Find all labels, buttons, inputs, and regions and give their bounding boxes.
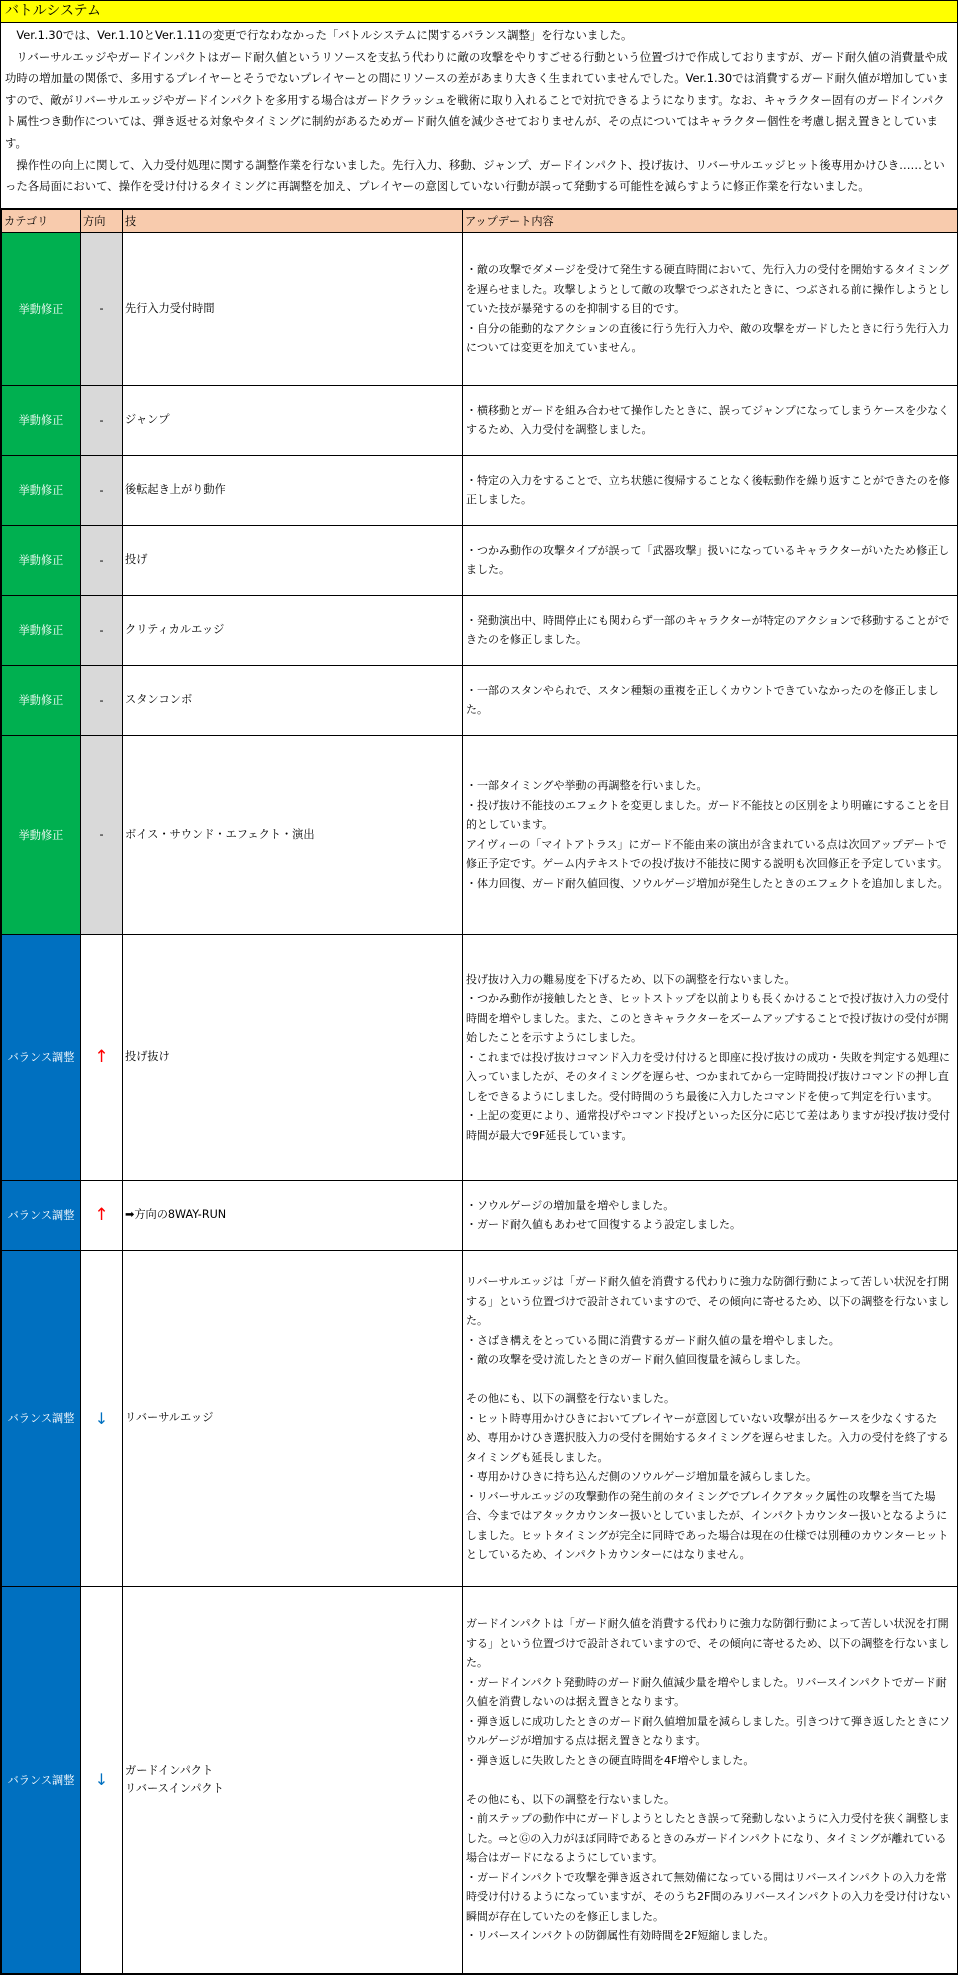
update-cell [463, 385, 958, 455]
update-line: ・敵の攻撃でダメージを受けて発生する硬直時間において、先行入力の受付を開始するタイミングを遅らせました。攻撃しようとして敵の攻撃でつぶされたときに、つぶされる前に操作しようとしていた技が暴発するのを抑制する目的です。 [466, 263, 950, 315]
update-cell [463, 934, 958, 1180]
category-cell: バランス調整 [2, 1180, 81, 1250]
technique-name: 投げ抜け [125, 1050, 170, 1064]
update-cell [463, 735, 958, 934]
table-row [2, 665, 958, 735]
update-line: ・ヒット時専用かけひきにおいてプレイヤーが意図していない攻撃が出るケースを少なくするため、専用かけひき選択肢入力の受付を開始するタイミングを遅らせました。入力の受付を終了するタイミングも延長しました。 [466, 1411, 949, 1464]
technique-name: スタンコンボ [125, 693, 193, 707]
technique-name: 投げ [125, 553, 148, 567]
update-cell [463, 665, 958, 735]
update-cell [463, 595, 958, 665]
update-line: ・つかみ動作が接触したとき、ヒットストップを以前よりも長くかけることで投げ抜け入力の受付時間を増やしました。また、このときキャラクターをズームアップすることで投げ抜けの受付が開始したことを示すようにしました。 [466, 992, 949, 1044]
header-update: アップデート内容 [463, 209, 958, 232]
table-row [2, 232, 958, 385]
update-line: ・一部のスタンやられで、スタン種類の重複を正しくカウントできていなかったのを修正しました。 [466, 683, 939, 717]
category-cell: 挙動修正 [2, 455, 81, 525]
technique-cell [123, 1250, 463, 1586]
table-row [2, 735, 958, 934]
section-title: バトルシステム [1, 1, 957, 23]
category-cell: 挙動修正 [2, 525, 81, 595]
category-cell: バランス調整 [2, 1250, 81, 1586]
technique-cell [123, 934, 463, 1180]
category-cell: 挙動修正 [2, 665, 81, 735]
direction-cell [81, 385, 123, 455]
technique-cell [123, 525, 463, 595]
technique-cell [123, 1586, 463, 1973]
update-line: ・さばき構えをとっている間に消費するガード耐久値の量を増やしました。 [466, 1333, 840, 1347]
header-category: カテゴリ [2, 209, 81, 232]
table-header-row [2, 209, 958, 232]
dash-mark: - [99, 413, 104, 427]
update-line: リバーサルエッジは「ガード耐久値を消費する代わりに強力な防御行動によって苦しい状況を打開する」という位置づけで設計されていますので、その傾向に寄せるため、以下の調整を行ないました。 [466, 1275, 950, 1327]
technique-name: 先行入力受付時間 [125, 301, 215, 315]
table-row [2, 1180, 958, 1250]
update-line: ・弾き返しに失敗したときの硬直時間を4F増やしました。 [466, 1753, 755, 1767]
arrow-down-icon: ↓ [94, 1408, 109, 1428]
update-line: 投げ抜け入力の難易度を下げるため、以下の調整を行ないました。 [466, 972, 796, 986]
dash-mark: - [99, 693, 104, 707]
update-line: ・リバーサルエッジの攻撃動作の発生前のタイミングでブレイクアタック属性の攻撃を当てた場合、今まではアタックカウンター扱いとしていましたが、インパクトカウンター扱いとなるようにしました。ヒットタイミングが完全に同時であった場合は現在の仕様では別種のカウンターヒットとしているため、インパクトカウンターにはなりません。 [466, 1489, 949, 1561]
technique-name: リバースインパクト [125, 1781, 224, 1795]
update-line: アイヴィーの「マイトアトラス」にガード不能由来の演出が含まれている点は次回アップデートで修正予定です。ゲーム内テキストでの投げ抜け不能技に関する説明も次回修正を予定しています。 [466, 837, 949, 871]
dash-mark: - [99, 302, 104, 316]
update-line: その他にも、以下の調整を行ないました。 [466, 1392, 675, 1405]
update-line: ・横移動とガードを組み合わせて操作したときに、誤ってジャンプになってしまうケースを少なくするため、入力受付を調整しました。 [466, 403, 950, 437]
direction-cell [81, 934, 123, 1180]
update-line: ・ガードインパクト発動時のガード耐久値減少量を増やしました。リバースインパクトでガード耐久値を消費しないのは据え置きとなります。 [466, 1675, 947, 1708]
update-line: ・特定の入力をすることで、立ち状態に復帰することなく後転動作を繰り返すことができたのを修正しました。 [466, 473, 950, 507]
update-line: その他にも、以下の調整を行ないました。 [466, 1792, 675, 1806]
dash-mark: - [99, 623, 104, 637]
direction-cell [81, 455, 123, 525]
update-cell [463, 1250, 958, 1586]
table-row [2, 1586, 958, 1973]
technique-cell [123, 1180, 463, 1250]
category-cell: 挙動修正 [2, 595, 81, 665]
intro-text [1, 23, 957, 209]
update-line: ・発動演出中、時間停止にも関わらず一部のキャラクターが特定のアクションで移動することができたのを修正しました。 [466, 613, 950, 647]
dash-mark: - [99, 483, 104, 497]
arrow-up-icon: ↑ [94, 1047, 109, 1068]
table-row [2, 525, 958, 595]
technique-cell [123, 665, 463, 735]
update-line: ・ガード耐久値もあわせて回復するよう設定しました。 [466, 1218, 741, 1232]
update-cell [463, 1586, 958, 1973]
table-row [2, 595, 958, 665]
arrow-down-icon: ↓ [94, 1770, 109, 1790]
direction-cell [81, 735, 123, 934]
category-cell: バランス調整 [2, 1586, 81, 1973]
intro-paragraph: Ver.1.30では、Ver.1.10とVer.1.11の変更で行なわなかった「バトルシステムに関するバランス調整」を行ないました。 [5, 28, 633, 42]
direction-cell [81, 1180, 123, 1250]
update-line: ・敵の攻撃を受け流したときのガード耐久値回復量を減らしました。 [466, 1353, 807, 1366]
update-line: ・これまでは投げ抜けコマンド入力を受け付けると即座に投げ抜けの成功・失敗を判定する処理に入っていましたが、そのタイミングを遅らせ、つかまれてから一定時間投げ抜けコマンドの押し直しをできるようにしました。受付時間のうち最後に入力したコマンドを使って判定を行います。 [466, 1050, 950, 1103]
update-cell [463, 455, 958, 525]
update-table [1, 209, 958, 1974]
update-line: ・上記の変更により、通常投げやコマンド投げといった区分に応じて差はありますが投げ抜け受付時間が最大で9F延長しています。 [466, 1109, 950, 1142]
table-row [2, 934, 958, 1180]
technique-name: リバーサルエッジ [125, 1411, 214, 1425]
technique-cell [123, 735, 463, 934]
table-row [2, 455, 958, 525]
table-body [2, 232, 958, 1973]
category-cell: 挙動修正 [2, 385, 81, 455]
update-line: ・リバースインパクトの防御属性有効時間を2F短縮しました。 [466, 1929, 775, 1942]
direction-cell [81, 1250, 123, 1586]
update-cell [463, 1180, 958, 1250]
technique-cell [123, 232, 463, 385]
technique-name: 後転起き上がり動作 [125, 483, 226, 497]
intro-paragraph: リバーサルエッジやガードインパクトはガード耐久値というリソースを支払う代わりに敵の攻撃をやりすごせる行動という位置づけで作成しておりますが、ガード耐久値の消費量や成功時の増加量の関係で、多用するプレイヤーとそうでないプレイヤーとの間にリソースの差があまり大きく生まれていませんでした。Ver.1.30では消費するガード耐久値が増加していますので、敵がリバーサルエッジやガードインパクトを多用する場合はガードクラッシュを戦術に取り入れることで対抗できるようになります。なお、キャラクター固有のガードインパクト属性つき動作については、弾き返せる対象やタイミングに制約があるためガード耐久値を減少させておりませんが、その点についてはキャラクター個性を考慮し据え置きとしています。 [5, 49, 949, 150]
direction-cell [81, 1586, 123, 1973]
category-cell: 挙動修正 [2, 735, 81, 934]
direction-cell [81, 595, 123, 665]
technique-cell [123, 455, 463, 525]
table-row [2, 385, 958, 455]
header-direction: 方向 [81, 209, 123, 232]
technique-name: ジャンプ [125, 413, 170, 427]
technique-name: ガードインパクト [125, 1763, 214, 1777]
update-line: ・投げ抜け不能技のエフェクトを変更しました。ガード不能技との区別をより明確にすることを目的としています。 [466, 798, 950, 832]
update-line [466, 1370, 954, 1390]
header-technique: 技 [123, 209, 463, 232]
technique-name: クリティカルエッジ [125, 623, 225, 637]
table-row [2, 1250, 958, 1586]
update-line: ・前ステップの動作中にガードしようとしたとき誤って発動しないように入力受付を狭く調整しました。⇨とⒼの入力がほぼ同時であるときのみガードインパクトになり、タイミングが離れている場合はガードになるようにしています。 [466, 1812, 950, 1864]
direction-cell [81, 525, 123, 595]
update-line: ・一部タイミングや挙動の再調整を行いました。 [466, 779, 708, 793]
category-cell: 挙動修正 [2, 232, 81, 385]
update-line: ・弾き返しに成功したときのガード耐久値増加量を減らしました。引きつけて弾き返したときにソウルゲージが増加する点は据え置きとなります。 [466, 1714, 950, 1747]
direction-cell [81, 665, 123, 735]
update-line: ・自分の能動的なアクションの直後に行う先行入力や、敵の攻撃をガードしたときに行う先行入力については変更を加えていません。 [466, 321, 950, 354]
arrow-up-icon: ↑ [94, 1205, 109, 1226]
dash-mark: - [99, 828, 104, 842]
update-line: ・体力回復、ガード耐久値回復、ソウルゲージ増加が発生したときのエフェクトを追加しました。 [466, 876, 949, 890]
update-cell [463, 232, 958, 385]
update-line: ・専用かけひきに持ち込んだ側のソウルゲージ増加量を減らしました。 [466, 1470, 818, 1483]
update-line [466, 1770, 954, 1790]
technique-cell [123, 595, 463, 665]
technique-name: ➡方向の8WAY-RUN [125, 1208, 227, 1222]
update-line: ・つかみ動作の攻撃タイプが誤って「武器攻撃」扱いになっているキャラクターがいたため修正しました。 [466, 543, 950, 577]
intro-paragraph: 操作性の向上に関して、入力受付処理に関する調整作業を行ないました。先行入力、移動、ジャンプ、ガードインパクト、投げ抜け、リバーサルエッジヒット後専用かけひき……といった各局面において、操作を受け付けるタイミングに再調整を加え、プレイヤーの意図していない行動が誤って発動する可能性を減らすように修正作業を行ないました。 [5, 157, 945, 194]
update-line: ・ガードインパクトで攻撃を弾き返されて無効備になっている間はリバースインパクトの入力を常時受け付けるようになっていますが、そのうち2F間のみリバースインパクトの入力を受け付けない瞬間が存在していたのを修正しました。 [466, 1870, 951, 1923]
update-line: ガードインパクトは「ガード耐久値を消費する代わりに強力な防御行動によって苦しい状況を打開する」という位置づけで設計されていますので、その傾向に寄せるため、以下の調整を行ないました。 [466, 1617, 950, 1669]
category-cell: バランス調整 [2, 934, 81, 1180]
technique-cell [123, 385, 463, 455]
update-cell [463, 525, 958, 595]
update-line: ・ソウルゲージの増加量を増やしました。 [466, 1198, 675, 1212]
technique-name: ボイス・サウンド・エフェクト・演出 [125, 827, 315, 841]
dash-mark: - [99, 553, 104, 567]
direction-cell [81, 232, 123, 385]
